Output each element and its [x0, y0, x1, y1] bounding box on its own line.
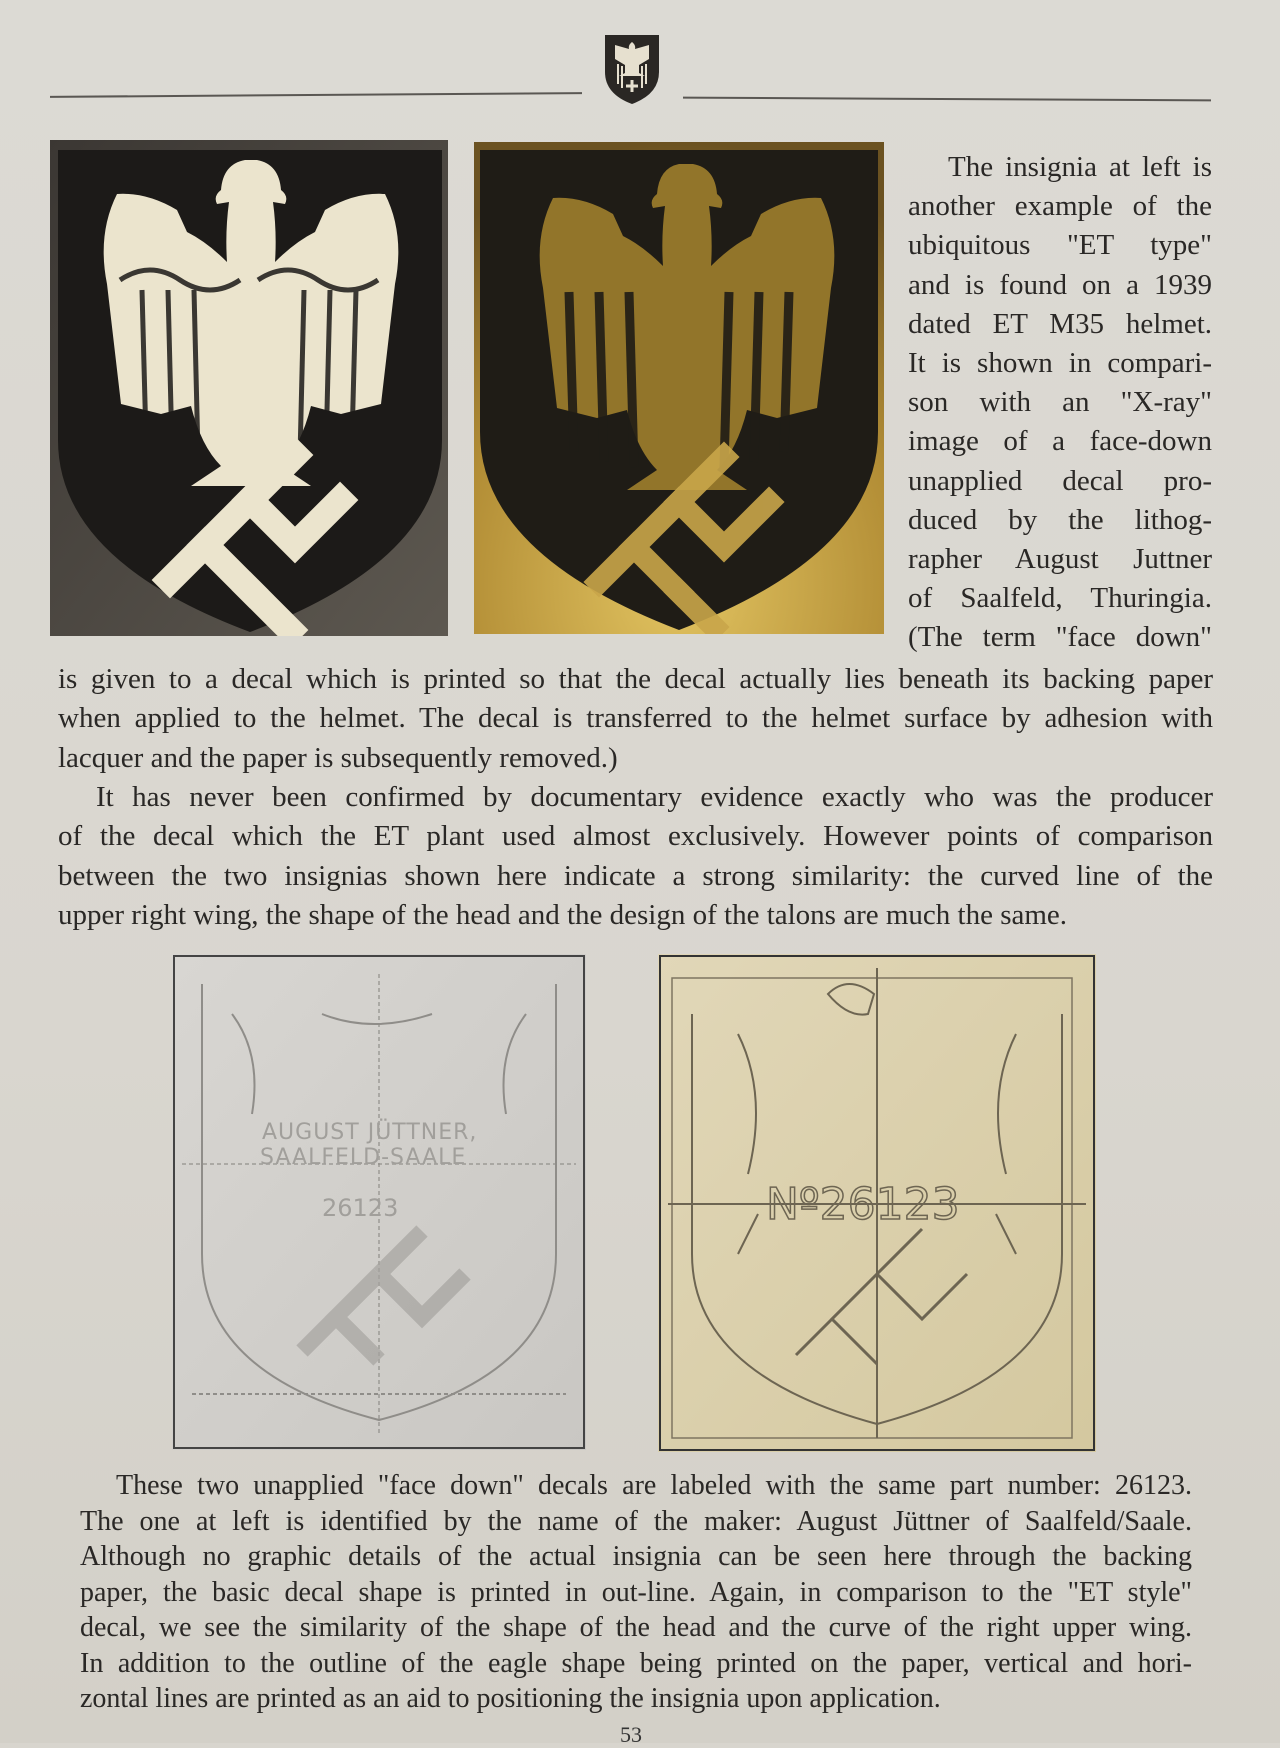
text-line: The one at left is identified by the name of the maker: August Jüttner of Saalfeld/Saale.: [80, 1505, 1192, 1537]
text-line: Although no graphic details of the actual insignia can be seen here through the backing: [80, 1541, 1192, 1572]
text-line: unapplied decal pro-: [908, 464, 1212, 497]
header-eagle-shield-icon: [602, 32, 662, 106]
decal-maker-line2: SAALFELD-SAALE: [260, 1145, 467, 1170]
text-line: zontal lines are printed as an aid to positioning the insignia upon application.: [80, 1683, 941, 1714]
decal-maker-line1: AUGUST JÜTTNER,: [262, 1120, 478, 1145]
text-line: In addition to the outline of the eagle shape being printed on the paper, vertical and hori-: [80, 1647, 1192, 1679]
text-line: (The term "face down": [908, 621, 1212, 654]
text-line: dated ET M35 helmet.: [908, 307, 1212, 340]
text-line: duced by the lithog-: [908, 503, 1212, 536]
intro-side-paragraph: [908, 148, 1212, 658]
text-line: upper right wing, the shape of the head and the design of the talons are much the same.: [58, 898, 1068, 931]
paragraph-producer-comparison: [58, 778, 1213, 935]
text-line: rapher August Juttner: [908, 543, 1212, 576]
page-number: 53: [620, 1722, 642, 1747]
text-line: another example of the: [908, 190, 1212, 223]
header-rule-right: [683, 97, 1211, 102]
text-line: lacquer and the paper is subsequently removed.): [58, 741, 618, 774]
decal-part-number-right: Nº26123: [766, 1179, 960, 1230]
text-line: when applied to the helmet. The decal is transferred to the helmet surface by adhesion with: [58, 702, 1213, 735]
text-line: paper, the basic decal shape is printed in out-line. Again, in comparison to the "ET style": [80, 1576, 1192, 1608]
text-line: image of a face-down: [908, 425, 1212, 458]
text-line: of Saalfeld, Thuringia.: [908, 582, 1212, 615]
text-line: These two unapplied "face down" decals are labeled with the same part number: 26123.: [116, 1470, 1192, 1501]
text-line: son with an "X-ray": [908, 386, 1212, 419]
juttner-decal-photo: [172, 954, 586, 1450]
text-line: ubiquitous "ET type": [908, 229, 1212, 262]
text-line: and is found on a 1939: [908, 268, 1212, 301]
text-line: of the decal which the ET plant used almost exclusively. However points of comparison: [58, 820, 1213, 853]
text-line: decal, we see the similarity of the shape of the head and the curve of the right upper wing.: [80, 1612, 1192, 1643]
text-line: It has never been confirmed by documentary evidence exactly who was the producer: [96, 781, 1213, 813]
header-rule-left: [50, 92, 582, 98]
decal-part-number-left: 26123: [322, 1194, 399, 1222]
text-line: It is shown in compari-: [908, 347, 1212, 380]
text-line: between the two insignias shown here indicate a strong similarity: the curved line of the: [58, 859, 1213, 892]
text-line: is given to a decal which is printed so that the decal actually lies beneath its backing paper: [58, 663, 1213, 695]
et-insignia-photo: [50, 140, 448, 636]
numbered-decal-photo: [658, 954, 1096, 1452]
decals-caption: [80, 1468, 1192, 1717]
text-line: The insignia at left is: [948, 151, 1212, 183]
paragraph-face-down-explanation: [58, 660, 1213, 778]
xray-decal-photo: [474, 142, 884, 634]
